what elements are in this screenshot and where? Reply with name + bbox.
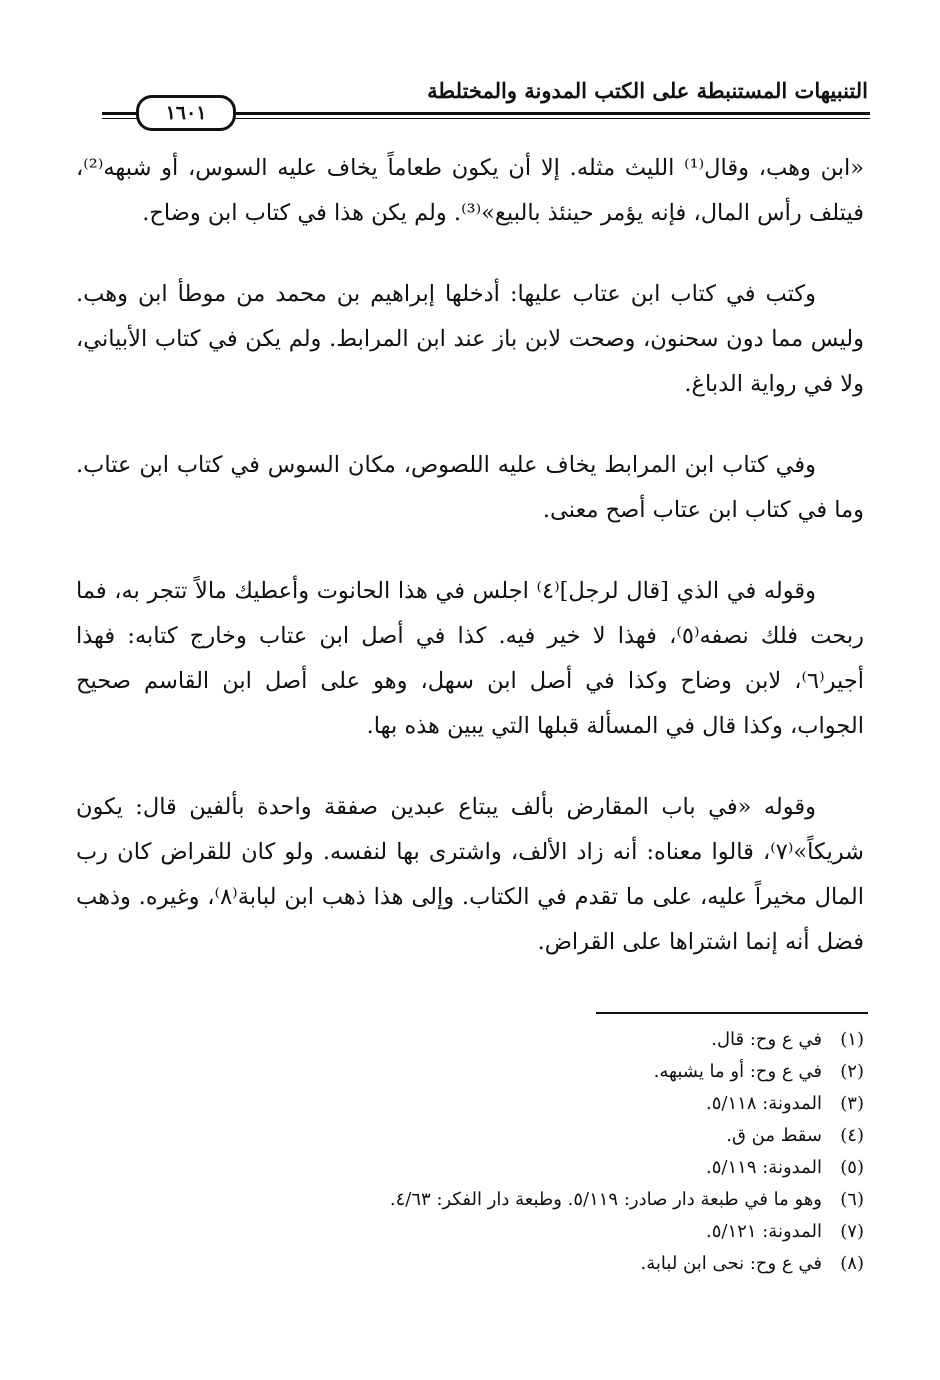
main-text [76, 146, 864, 1001]
footnotes [76, 1024, 864, 1280]
paragraph: وقوله في الذي [قال لرجل]⁽٤⁾ اجلس في هذا الحانوت وأعطيك مالاً تتجر به، فما ربحت فلك نصفه⁽٥⁾، فهذا لا خير فيه. كذا في أصل ابن عتاب وخارج كتابه: فهذا أجير⁽٦⁾، لابن وضاح وكذا في أصل ابن سهل، وهو على أصل ابن القاسم صحيح الجواب، وكذا قال في المسألة قبلها التي يبين هذه بها. [76, 578, 864, 739]
footnote-number: (١) [840, 1029, 864, 1050]
footnote-number: (٧) [840, 1221, 864, 1242]
footnote [76, 1152, 864, 1184]
footnote [76, 1216, 864, 1248]
footnote-number: (٢) [840, 1061, 864, 1082]
paragraph: وفي كتاب ابن المرابط يخاف عليه اللصوص، مكان السوس في كتاب ابن عتاب. وما في كتاب ابن عتاب أصح معنى. [76, 452, 864, 523]
running-title: التنبيهات المستنبطة على الكتب المدونة والمختلطة [427, 78, 868, 103]
footnote [76, 1120, 864, 1152]
footnote-text: في ع وح: أو ما يشبهه. [653, 1061, 822, 1082]
paragraph: وكتب في كتاب ابن عتاب عليها: أدخلها إبراهيم بن محمد من موطأ ابن وهب. وليس مما دون سحنون، وصحت لابن باز عند ابن المرابط. ولم يكن في كتاب الأبياني، ولا في رواية الدباغ. [76, 281, 864, 397]
footnote-text: المدونة: ٥/١١٩. [706, 1157, 822, 1178]
footnote-number: (٥) [840, 1157, 864, 1178]
footnote-number: (٤) [840, 1125, 864, 1146]
footnote [76, 1056, 864, 1088]
footnote [76, 1024, 864, 1056]
footnote-text: في ع وح: قال. [711, 1029, 822, 1050]
footnote-text: المدونة: ٥/١٢١. [706, 1221, 822, 1242]
paragraph: «ابن وهب، وقال⁽¹⁾ الليث مثله. إلا أن يكون طعاماً يخاف عليه السوس، أو شبهه⁽²⁾، فيتلف رأس المال، فإنه يؤمر حينئذ بالبيع»⁽³⁾. ولم يكن هذا في كتاب ابن وضاح. [76, 155, 864, 226]
footnote-text: وهو ما في طبعة دار صادر: ٥/١١٩. وطبعة دار الفكر: ٤/٦٣. [389, 1189, 822, 1210]
footnote [76, 1088, 864, 1120]
paragraph: وقوله «في باب المقارض بألف يبتاع عبدين صفقة واحدة بألفين قال: يكون شريكاً»⁽٧⁾، قالوا معناه: أنه زاد الألف، واشترى بها لنفسه. ولو كان للقراض كان رب المال مخيراً عليه، على ما تقدم في الكتاب. وإلى هذا ذهب ابن لبابة⁽٨⁾، وغيره. وذهب فضل أنه إنما اشتراها على القراض. [76, 794, 865, 955]
footnote [76, 1184, 864, 1216]
footnote-number: (٦) [840, 1189, 864, 1210]
footnote-number: (٣) [840, 1093, 864, 1114]
footnote-text: في ع وح: نحى ابن لبابة. [640, 1253, 822, 1274]
footnote-text: المدونة: ٥/١١٨. [706, 1093, 822, 1114]
footnote-number: (٨) [840, 1253, 864, 1274]
footnote-text: سقط من ق. [726, 1125, 822, 1146]
page-number: ١٦٠١ [136, 95, 236, 131]
footnote-separator [596, 1012, 868, 1014]
footnote [76, 1248, 864, 1280]
